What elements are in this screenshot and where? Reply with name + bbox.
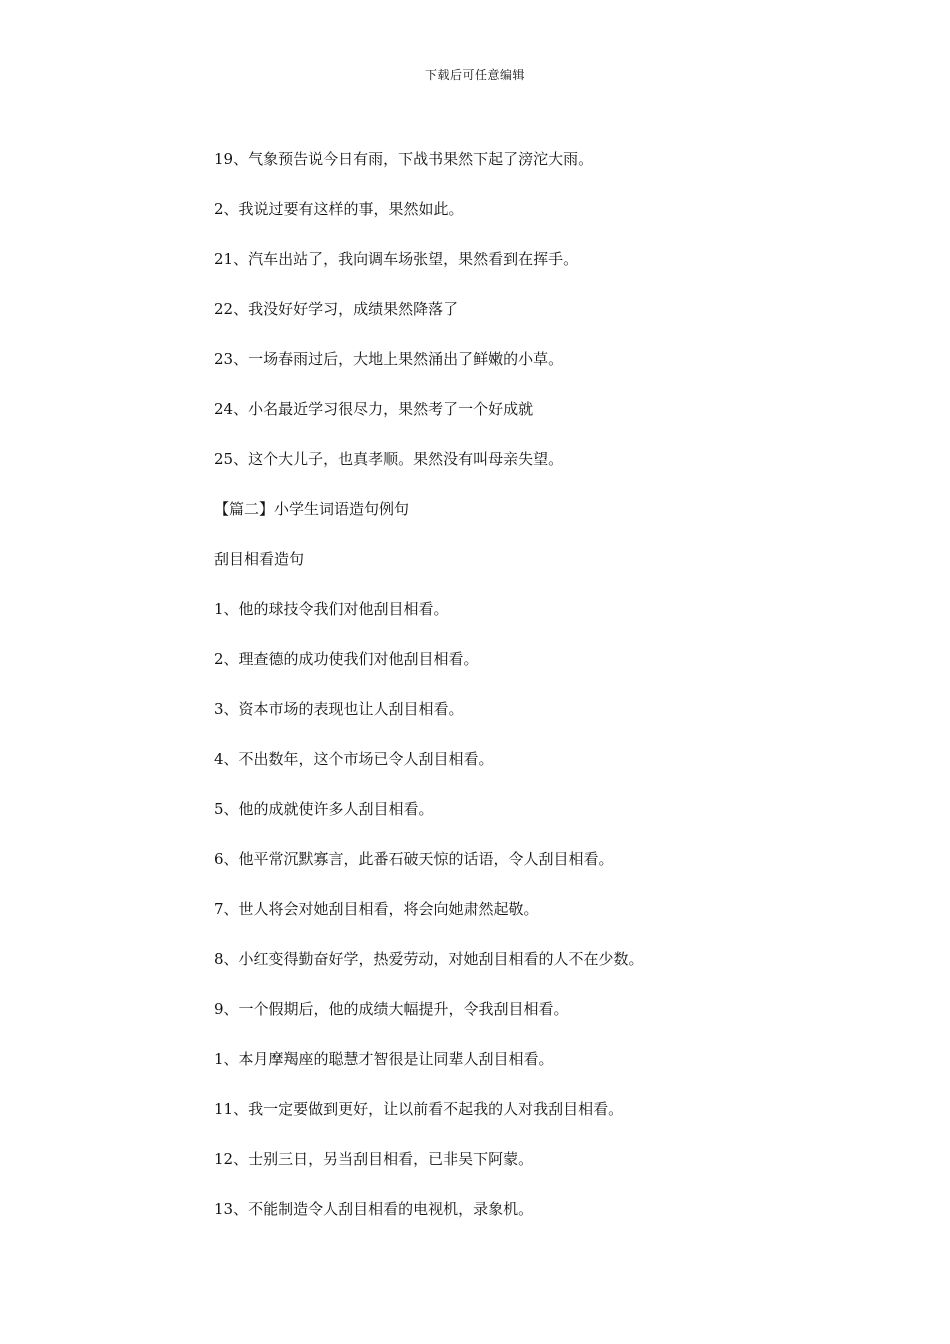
text-line: 2、理查德的成功使我们对他刮目相看。 [214, 650, 479, 668]
text-line: 1、本月摩羯座的聪慧才智很是让同辈人刮目相看。 [214, 1050, 554, 1068]
document-body [214, 147, 914, 1247]
text-line: 9、一个假期后，他的成绩大幅提升，令我刮目相看。 [214, 1000, 569, 1018]
text-line: 7、世人将会对她刮目相看，将会向她肃然起敬。 [214, 900, 539, 918]
section-heading: 【篇二】小学生词语造句例句 [214, 500, 410, 518]
text-line: 21、汽车出站了，我向调车场张望，果然看到在挥手。 [214, 250, 579, 268]
text-line: 19、气象预告说今日有雨，下战书果然下起了滂沱大雨。 [214, 150, 594, 168]
text-line: 13、不能制造令人刮目相看的电视机，录象机。 [214, 1200, 534, 1218]
text-line: 22、我没好好学习，成绩果然降落了 [214, 300, 459, 318]
text-line: 2、我说过要有这样的事，果然如此。 [214, 200, 464, 218]
text-line: 4、不出数年，这个市场已令人刮目相看。 [214, 750, 494, 768]
text-line: 6、他平常沉默寡言，此番石破天惊的话语，令人刮目相看。 [214, 850, 614, 868]
text-line: 3、资本市场的表现也让人刮目相看。 [214, 700, 464, 718]
text-line: 12、士别三日，另当刮目相看，已非吴下阿蒙。 [214, 1150, 534, 1168]
text-line: 24、小名最近学习很尽力，果然考了一个好成就 [214, 400, 534, 418]
text-line: 23、一场春雨过后，大地上果然涌出了鲜嫩的小草。 [214, 350, 564, 368]
text-line: 11、我一定要做到更好，让以前看不起我的人对我刮目相看。 [214, 1100, 624, 1118]
text-line: 5、他的成就使许多人刮目相看。 [214, 800, 434, 818]
text-line: 1、他的球技令我们对他刮目相看。 [214, 600, 449, 618]
page-header: 下载后可任意编辑 [424, 68, 525, 82]
text-line: 25、这个大儿子，也真孝顺。果然没有叫母亲失望。 [214, 450, 564, 468]
subsection-heading: 刮目相看造句 [214, 550, 305, 568]
text-line: 8、小红变得勤奋好学，热爱劳动，对她刮目相看的人不在少数。 [214, 950, 644, 968]
